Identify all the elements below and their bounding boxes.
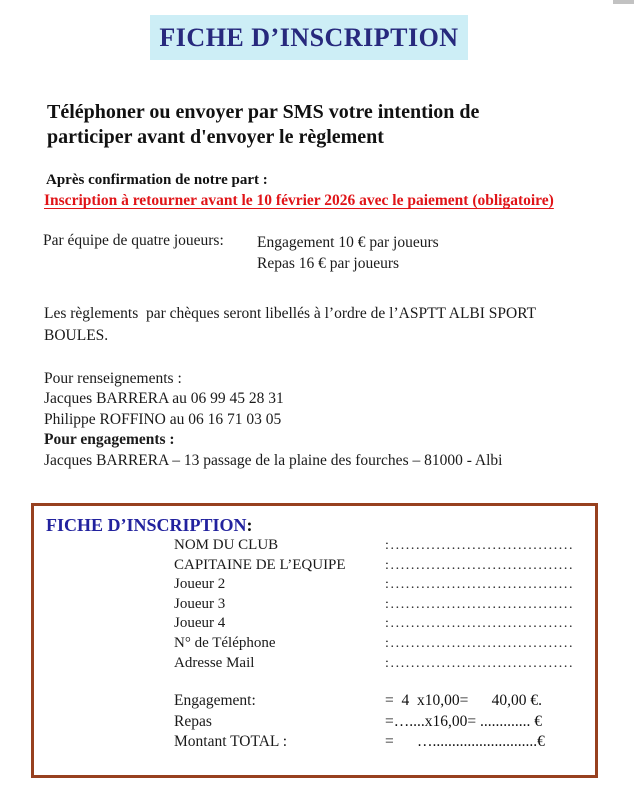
form-fields (174, 537, 574, 674)
total-value-montant-total: = …...........................€ (385, 733, 545, 751)
field-fill-line: :.................................... (385, 635, 575, 651)
total-row-engagement (174, 692, 545, 713)
form-totals (174, 692, 545, 754)
field-label-club: NOM DU CLUB (174, 537, 279, 553)
confirmation-label: Après confirmation de notre part : (46, 172, 268, 188)
total-label-repas: Repas (174, 712, 212, 730)
engagement-label: Pour engagements : (44, 431, 175, 449)
field-fill-line: :.................................... (385, 655, 575, 671)
field-label-mail: Adresse Mail (174, 654, 255, 671)
field-fill-line: :.................................... (385, 577, 575, 593)
field-row-joueur3 (174, 596, 574, 616)
total-row-repas (174, 713, 545, 734)
field-row-mail (174, 655, 574, 675)
field-label-capitaine: CAPITAINE DE L’EQUIPE (174, 556, 346, 573)
field-row-joueur4 (174, 615, 574, 635)
fee-engagement: Engagement 10 € par joueurs (257, 234, 439, 251)
total-label-montant-total: Montant TOTAL : (174, 733, 287, 751)
payment-note: Les règlements par chèques seront libellés à l’ordre de l’ASPTT ALBI SPORT BOULES. (44, 305, 540, 344)
field-label-joueur2: Joueur 2 (174, 576, 226, 593)
total-value-engagement: = 4 x10,00= 40,00 €. (385, 692, 542, 709)
fee-repas: Repas 16 € par joueurs (257, 255, 400, 272)
contact-line-1: Jacques BARRERA au 06 99 45 28 31 (44, 390, 284, 408)
team-fee-list (257, 232, 439, 274)
form-box-title-text: FICHE D’INSCRIPTION (46, 515, 247, 535)
field-fill-line: :.................................... (385, 538, 575, 553)
field-row-capitaine (174, 557, 574, 577)
field-fill-line: :.................................... (385, 616, 575, 632)
page-title: FICHE D’INSCRIPTION (159, 22, 459, 52)
field-row-club (174, 537, 574, 557)
form-box-title (46, 515, 253, 536)
inscription-form-box (31, 503, 598, 778)
total-label-engagement: Engagement: (174, 692, 256, 709)
total-row-montant-total (174, 733, 545, 754)
contacts-block (44, 369, 502, 471)
deadline-notice: Inscription à retourner avant le 10 février 2026 avec le paiement (obligatoire) (44, 192, 554, 209)
scan-artifact (613, 0, 634, 4)
intro-heading: Téléphoner ou envoyer par SMS votre intention de participer avant d'envoyer le règlement (47, 101, 480, 148)
field-row-telephone (174, 635, 574, 655)
info-label: Pour renseignements : (44, 370, 182, 387)
total-value-repas: =…....x16,00= ............. € (385, 712, 542, 730)
field-fill-line: :.................................... (385, 596, 575, 612)
field-label-joueur4: Joueur 4 (174, 615, 226, 632)
form-title-banner (150, 15, 468, 60)
form-box-title-colon: : (246, 515, 253, 535)
field-label-joueur3: Joueur 3 (174, 595, 226, 612)
field-row-joueur2 (174, 576, 574, 596)
field-label-telephone: N° de Téléphone (174, 634, 276, 651)
contact-line-2: Philippe ROFFINO au 06 16 71 03 05 (44, 410, 282, 428)
field-fill-line: :.................................... (385, 557, 575, 573)
team-fee-label: Par équipe de quatre joueurs: (43, 232, 224, 249)
engagement-address: Jacques BARRERA – 13 passage de la plaine des fourches – 81000 - Albi (44, 451, 503, 469)
